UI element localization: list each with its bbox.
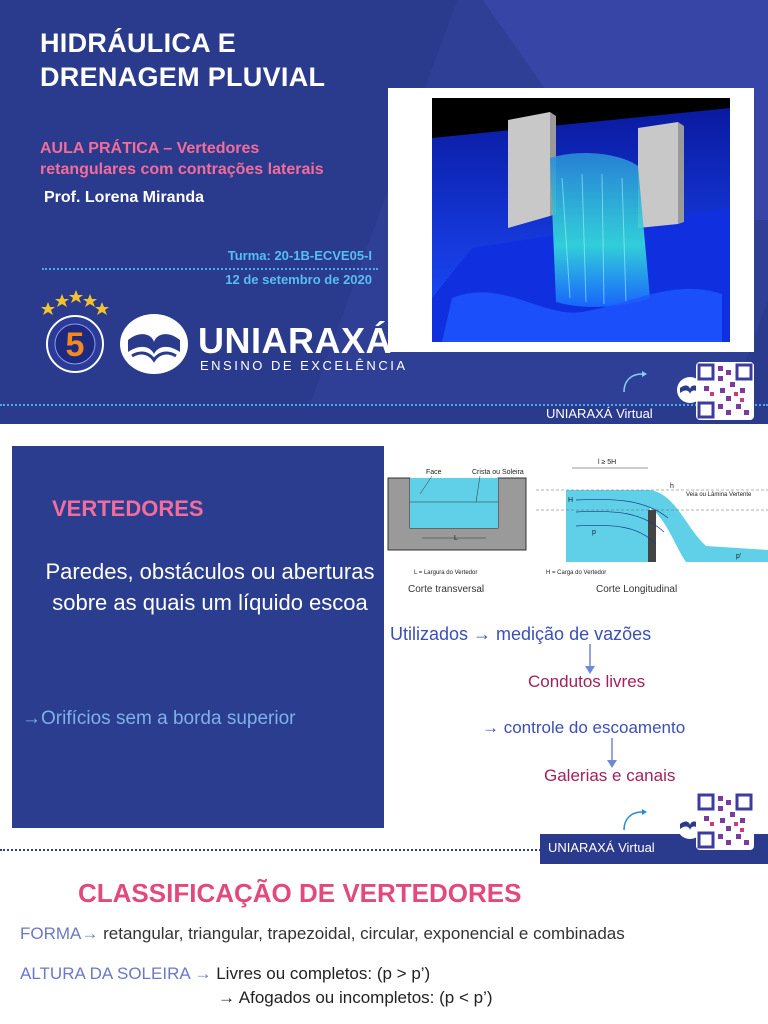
uniaraxa-logo-tagline: ENSINO DE EXCELÊNCIA [200, 358, 408, 373]
use-measurement: Utilizados → medição de vazões [390, 624, 652, 644]
weir-cross-section-diagram [386, 448, 768, 593]
course-title [40, 26, 325, 94]
orificios-note: →Orifícios sem a borda superior [22, 708, 296, 729]
class-date: 12 de setembro de 2020 [225, 272, 372, 287]
label-p: p [592, 529, 596, 536]
altura-key: ALTURA DA SOLEIRA → [20, 964, 212, 983]
label-crista: Crista ou Soleira [472, 469, 524, 476]
professor-name: Prof. Lorena Miranda [44, 189, 205, 206]
svg-text:5: 5 [65, 326, 85, 364]
use-galerias: Galerias e canais [544, 766, 676, 785]
forma-value: retangular, triangular, trapezoidal, circular, exponencial e combinadas [98, 924, 625, 943]
slide-title [0, 0, 768, 424]
label-face: Face [426, 469, 442, 476]
footer-label: UNIARAXÁ Virtual [546, 406, 653, 421]
footer-label: UNIARAXÁ Virtual [548, 840, 655, 855]
uniaraxa-logo-name: UNIARAXÁ [198, 320, 393, 361]
label-L: L [454, 535, 458, 542]
caption-longitudinal: Corte Longitudinal [596, 584, 678, 595]
slide-classificacao [0, 864, 768, 1024]
arrow-icon [620, 370, 648, 399]
lesson-subtitle-line: retangulares com contrações laterais [40, 161, 324, 178]
caption-transversal: Corte transversal [408, 584, 485, 595]
weir-simulation-image [388, 88, 754, 352]
qr-code-icon [696, 362, 754, 420]
class-code: Turma: 20-1B-ECVE05-I [227, 248, 372, 263]
altura-value-livres: Livres ou completos: (p > p’) [211, 964, 431, 983]
weir-simulation-render [432, 98, 730, 342]
label-veia: Veia ou Lâmina Vertente [686, 492, 752, 498]
section-title: VERTEDORES [52, 496, 204, 521]
use-condutos: Condutos livres [528, 672, 646, 691]
definition-panel [12, 446, 384, 828]
label-distance: l ≥ 5H [598, 459, 617, 466]
dotted-divider [42, 268, 378, 270]
legend-H: H = Carga do Vertedor [546, 570, 607, 576]
qr-code-icon [696, 792, 754, 850]
lesson-subtitle-line: AULA PRÁTICA – Vertedores [40, 140, 260, 157]
lesson-subtitle [40, 138, 324, 180]
use-control: → controle do escoamento [482, 718, 686, 737]
course-title-line: HIDRÁULICA E [40, 28, 237, 58]
forma-key: FORMA→ [20, 924, 99, 943]
rating-badge [38, 288, 112, 379]
legend-L: L = Largura do Vertedor [414, 570, 478, 576]
label-p-prime: p' [736, 553, 742, 560]
definition-text: Paredes, obstáculos ou aberturas sobre as quais um líquido escoa [45, 559, 375, 615]
classification-title: CLASSIFICAÇÃO DE VERTEDORES [78, 878, 522, 908]
star-icon [41, 290, 109, 315]
label-h: h [670, 483, 674, 490]
arrow-icon [620, 808, 648, 837]
course-title-line: DRENAGEM PLUVIAL [40, 62, 326, 92]
slide-vertedores [0, 436, 768, 864]
altura-value-afogados: → Afogados ou incompletos: (p < p’) [218, 988, 493, 1007]
classification-forma [20, 924, 625, 944]
classification-altura [20, 964, 430, 984]
label-H: H [568, 497, 574, 504]
uniaraxa-emblem [118, 312, 190, 381]
